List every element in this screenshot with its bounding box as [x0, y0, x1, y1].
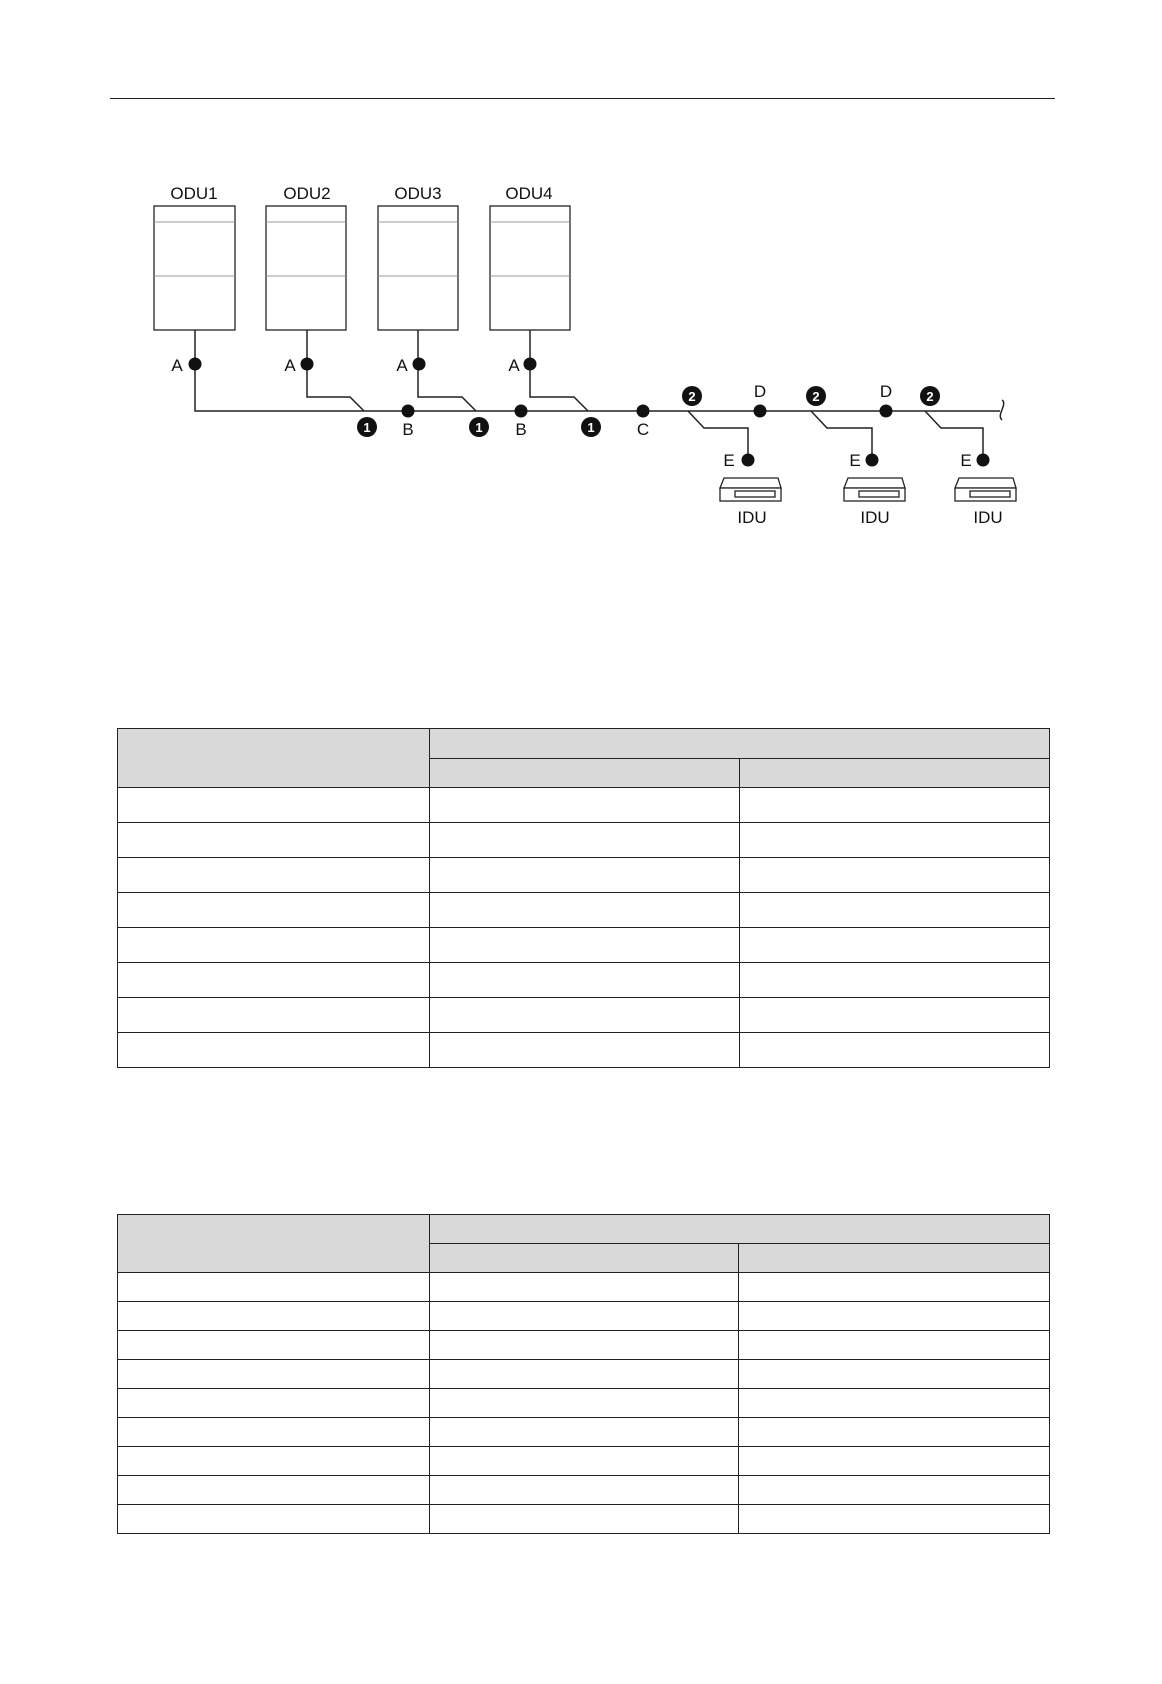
svg-text:1: 1	[587, 420, 595, 435]
joint-dot	[301, 358, 314, 371]
table-row	[118, 1273, 1050, 1302]
outdoor-branch-badge	[357, 417, 377, 437]
table-cell	[118, 1447, 430, 1476]
table-cell	[118, 1331, 430, 1360]
table-row	[118, 928, 1050, 963]
table-header-cell	[740, 759, 1050, 788]
table-cell	[118, 1033, 430, 1068]
table-row	[118, 823, 1050, 858]
indoor-unit	[844, 478, 905, 501]
table-row	[118, 788, 1050, 823]
table-cell	[430, 823, 740, 858]
table-header-cell	[739, 1244, 1050, 1273]
odu-label: ODU1	[170, 184, 218, 203]
pipe-label-e: E	[849, 451, 861, 470]
outdoor-unit	[154, 206, 235, 330]
table-cell	[739, 1360, 1050, 1389]
table-row	[118, 1505, 1050, 1534]
table-row	[118, 858, 1050, 893]
table-header-cell	[430, 759, 740, 788]
table-cell	[118, 963, 430, 998]
outdoor-branch-badge	[469, 417, 489, 437]
odu-label: ODU4	[505, 184, 553, 203]
pipe-label-a: A	[396, 356, 408, 375]
table-cell	[739, 1505, 1050, 1534]
joint-dot	[515, 405, 528, 418]
table-cell	[430, 1389, 739, 1418]
table-row	[118, 1331, 1050, 1360]
table-cell	[430, 1273, 739, 1302]
table-row	[118, 1389, 1050, 1418]
pipe-label-d: D	[879, 382, 893, 401]
table-header-cell	[430, 1215, 1050, 1244]
joint-dot	[402, 405, 415, 418]
table-cell	[430, 1033, 740, 1068]
table-cell	[118, 1273, 430, 1302]
table-cell	[118, 788, 430, 823]
table-row	[118, 963, 1050, 998]
table-header-cell	[430, 729, 1050, 759]
table-cell	[430, 788, 740, 823]
svg-text:2: 2	[688, 389, 696, 404]
table-cell	[430, 998, 740, 1033]
table-header-cell	[430, 1244, 739, 1273]
pipe-label-b: B	[515, 420, 527, 439]
table-cell	[739, 1302, 1050, 1331]
pipe-label-b: B	[402, 420, 414, 439]
table-cell	[739, 1447, 1050, 1476]
joint-dot	[637, 405, 650, 418]
table-cell	[430, 1476, 739, 1505]
indoor-branch-badge	[920, 386, 940, 406]
odu-label: ODU3	[394, 184, 442, 203]
table-cell	[739, 1476, 1050, 1505]
table-cell	[740, 1033, 1050, 1068]
table-cell	[430, 1505, 739, 1534]
piping-diagram	[0, 0, 1162, 560]
indoor-branch-badge	[682, 386, 702, 406]
indoor-unit	[955, 478, 1016, 501]
pipe-label-a: A	[284, 356, 296, 375]
table-cell	[118, 1418, 430, 1447]
outdoor-unit	[266, 206, 346, 330]
joint-dot	[413, 358, 426, 371]
svg-text:2: 2	[812, 389, 820, 404]
table-cell	[430, 893, 740, 928]
table-cell	[118, 998, 430, 1033]
table-cell	[118, 823, 430, 858]
joint-dot	[880, 405, 893, 418]
table-row	[118, 998, 1050, 1033]
table-cell	[430, 1302, 739, 1331]
table-cell	[739, 1331, 1050, 1360]
joint-dot	[754, 405, 767, 418]
table-cell	[118, 893, 430, 928]
table-cell	[430, 963, 740, 998]
table-row	[118, 1302, 1050, 1331]
table-row	[118, 1476, 1050, 1505]
table-cell	[739, 1389, 1050, 1418]
table-cell	[118, 1302, 430, 1331]
table-cell	[430, 928, 740, 963]
svg-text:1: 1	[475, 420, 483, 435]
pipe-label-a: A	[508, 356, 520, 375]
joint-dot	[742, 454, 755, 467]
svg-text:2: 2	[926, 389, 934, 404]
table-cell	[430, 1447, 739, 1476]
joint-dot	[524, 358, 537, 371]
table-cell	[740, 858, 1050, 893]
table-row	[118, 1360, 1050, 1389]
table-cell	[739, 1273, 1050, 1302]
table-cell	[740, 823, 1050, 858]
idu-label: IDU	[737, 508, 767, 527]
joint-dot	[977, 454, 990, 467]
table-cell	[430, 1418, 739, 1447]
table-row	[118, 1033, 1050, 1068]
table-cell	[430, 1331, 739, 1360]
pipe-label-c: C	[636, 420, 650, 439]
table-cell	[118, 1360, 430, 1389]
pipe-label-a: A	[171, 356, 183, 375]
table-cell	[740, 963, 1050, 998]
pipe-label-d: D	[753, 382, 767, 401]
pipe-label-e: E	[723, 451, 735, 470]
outdoor-branch-badge	[581, 417, 601, 437]
table-cell	[118, 1476, 430, 1505]
table-cell	[118, 1389, 430, 1418]
table-cell	[739, 1418, 1050, 1447]
svg-text:1: 1	[363, 420, 371, 435]
table-row	[118, 893, 1050, 928]
pipe-size-table-2	[117, 1214, 1050, 1534]
table-row	[118, 1447, 1050, 1476]
table-row	[118, 1418, 1050, 1447]
table-cell	[740, 893, 1050, 928]
table-cell	[740, 998, 1050, 1033]
table-cell	[118, 1505, 430, 1534]
joint-dot	[866, 454, 879, 467]
table-header-cell	[118, 729, 430, 788]
table-header-cell	[118, 1215, 430, 1273]
table-cell	[430, 1360, 739, 1389]
table-cell	[118, 928, 430, 963]
table-cell	[430, 858, 740, 893]
indoor-unit	[720, 478, 781, 501]
table-cell	[740, 928, 1050, 963]
outdoor-unit	[490, 206, 570, 330]
idu-label: IDU	[860, 508, 890, 527]
outdoor-unit	[378, 206, 458, 330]
odu-label: ODU2	[283, 184, 331, 203]
indoor-branch-badge	[806, 386, 826, 406]
pipe-size-table-1	[117, 728, 1050, 1068]
table-cell	[740, 788, 1050, 823]
idu-label: IDU	[973, 508, 1003, 527]
table-cell	[118, 858, 430, 893]
joint-dot	[189, 358, 202, 371]
pipe-label-e: E	[960, 451, 972, 470]
